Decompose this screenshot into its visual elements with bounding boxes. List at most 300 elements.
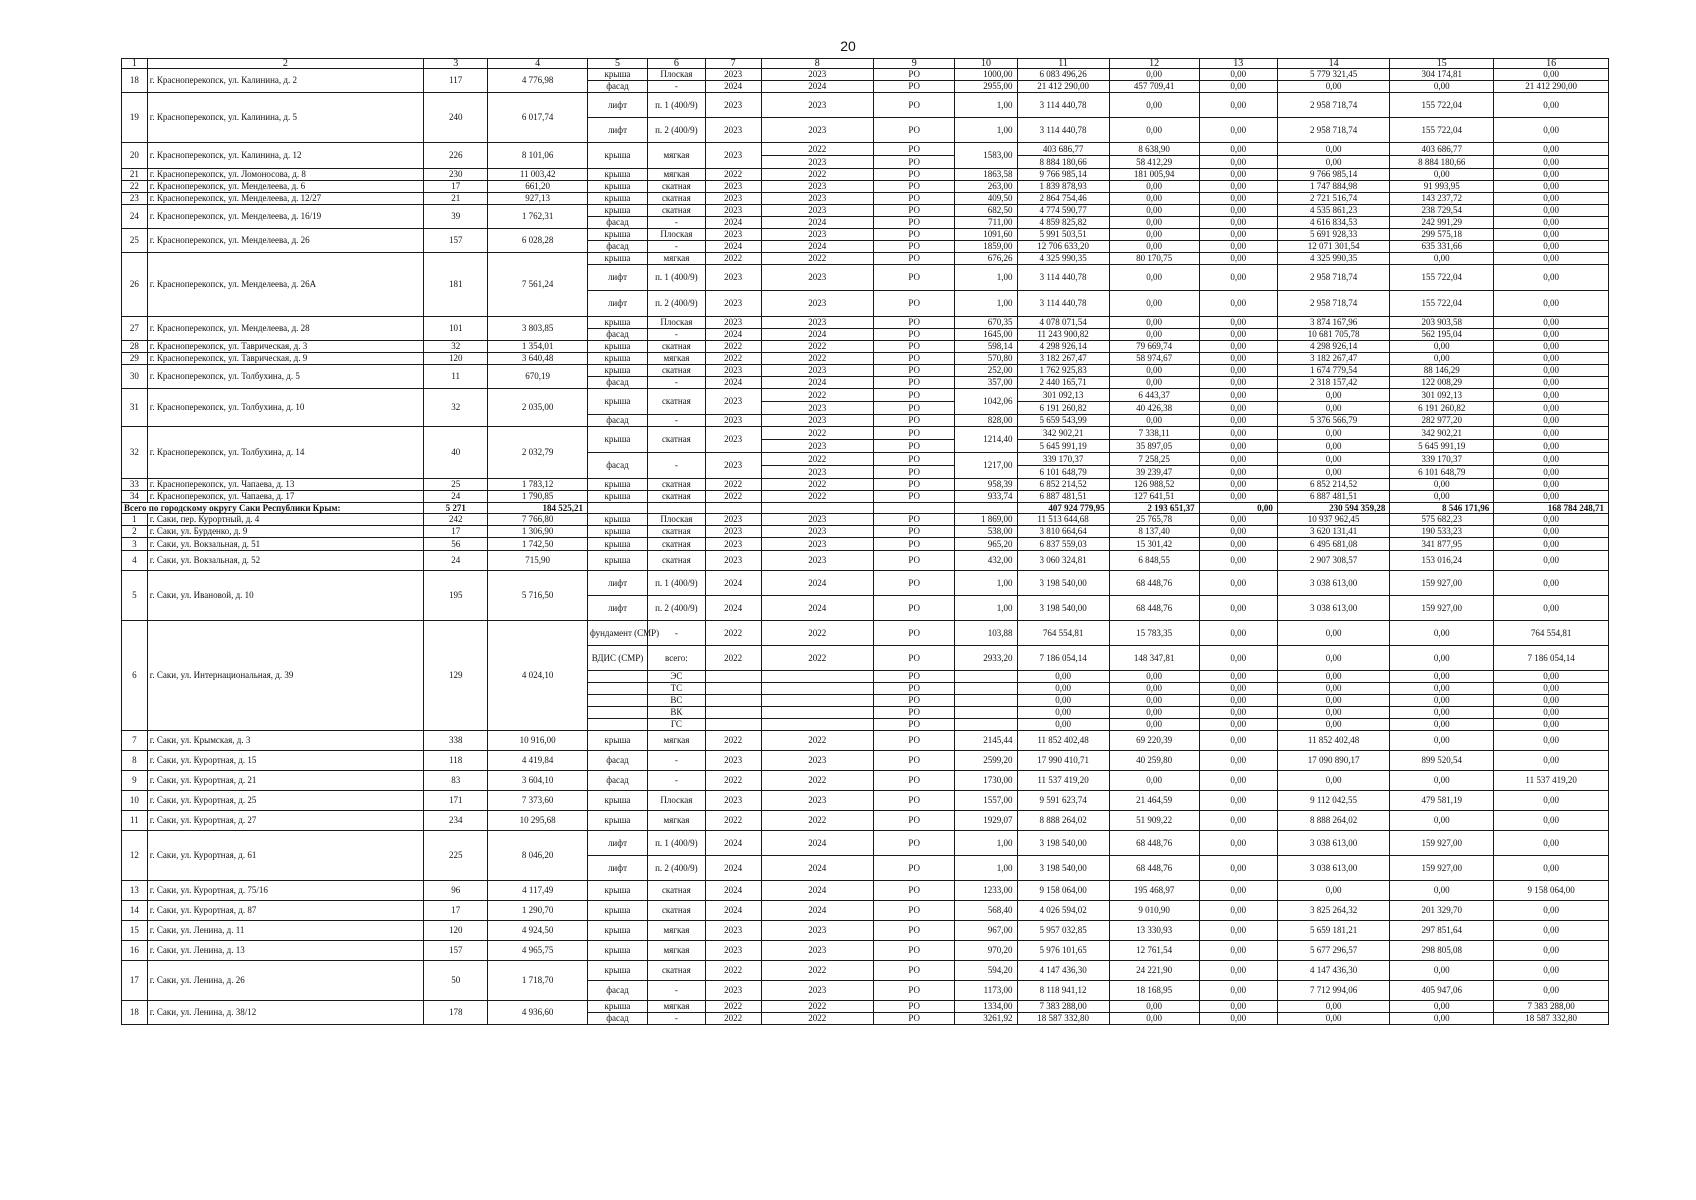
volume-cell	[955, 695, 1017, 707]
method-cell: РО	[874, 901, 955, 921]
fund-federal-cell: 0,00	[1199, 181, 1277, 193]
fund-regional-cell: 3 038 613,00	[1277, 856, 1389, 881]
address-cell: г. Красноперекопск, ул. Чапаева, д. 17	[147, 491, 423, 503]
method-cell: РО	[874, 229, 955, 241]
cost-cell: 1 762 925,83	[1017, 365, 1109, 377]
fund-federal-cell: 0,00	[1199, 329, 1277, 341]
fund-local-cell: 91 993,95	[1390, 181, 1494, 193]
total-local: 8 546 171,96	[1390, 503, 1494, 514]
address-cell: г. Саки, ул. Вокзальная, д. 51	[147, 538, 423, 551]
type-cell: Плоская	[647, 791, 705, 811]
row-number-cell: 31	[122, 389, 148, 427]
fund-federal-cell: 0,00	[1199, 479, 1277, 491]
type-cell: Плоская	[647, 514, 705, 526]
element-cell: крыша	[587, 365, 647, 377]
type-cell: ЭС	[647, 671, 705, 683]
cost-kv-cell: 0,00	[1109, 93, 1199, 118]
fund-federal-cell: 0,00	[1199, 81, 1277, 93]
cost-kv-cell: 0,00	[1109, 365, 1199, 377]
year-work-cell: 2023	[761, 118, 873, 143]
type-cell: мягкая	[647, 921, 705, 941]
year-work-cell: 2022	[761, 621, 873, 646]
year-work-cell: 2022	[761, 453, 873, 466]
type-cell: скатная	[647, 427, 705, 453]
cost-kv-cell: 0,00	[1109, 265, 1199, 291]
year-plan-cell: 2023	[705, 551, 761, 571]
fund-owners-cell: 0,00	[1494, 329, 1609, 341]
volume-cell: 568,40	[955, 901, 1017, 921]
fund-regional-cell: 2 721 516,74	[1277, 193, 1389, 205]
cost-kv-cell: 0,00	[1109, 671, 1199, 683]
fund-federal-cell: 0,00	[1199, 427, 1277, 440]
year-work-cell: 2024	[761, 831, 873, 856]
fund-regional-cell: 3 620 131,41	[1277, 526, 1389, 538]
volume-cell: 263,00	[955, 181, 1017, 193]
volume-cell: 1,00	[955, 596, 1017, 621]
year-work-cell: 2023	[761, 440, 873, 453]
row-number-cell: 3	[122, 538, 148, 551]
fund-federal-cell: 0,00	[1199, 646, 1277, 671]
element-cell: крыша	[587, 731, 647, 751]
table-row	[122, 365, 1609, 377]
fund-owners-cell: 0,00	[1494, 143, 1609, 156]
fund-local-cell: 155 722,04	[1390, 93, 1494, 118]
method-cell: РО	[874, 440, 955, 453]
cost-cell: 4 774 590,77	[1017, 205, 1109, 217]
residents-cell: 117	[424, 69, 488, 93]
fund-regional-cell: 4 147 436,30	[1277, 961, 1389, 981]
cost-kv-cell: 6 443,37	[1109, 389, 1199, 402]
column-number: 14	[1277, 59, 1389, 69]
element-cell: крыша	[587, 538, 647, 551]
residents-cell: 120	[424, 353, 488, 365]
year-plan-cell: 2022	[705, 169, 761, 181]
area-cell: 4 117,49	[488, 881, 588, 901]
year-plan-cell: 2023	[705, 143, 761, 169]
fund-local-cell: 301 092,13	[1390, 389, 1494, 402]
area-cell: 715,90	[488, 551, 588, 571]
fund-federal-cell: 0,00	[1199, 941, 1277, 961]
fund-local-cell: 297 851,64	[1390, 921, 1494, 941]
volume-cell: 828,00	[955, 415, 1017, 427]
fund-regional-cell: 0,00	[1277, 427, 1389, 440]
table-row	[122, 538, 1609, 551]
fund-local-cell: 0,00	[1390, 771, 1494, 791]
fund-regional-cell: 6 887 481,51	[1277, 491, 1389, 503]
volume-cell: 2145,44	[955, 731, 1017, 751]
type-cell: скатная	[647, 181, 705, 193]
element-cell	[587, 671, 647, 683]
method-cell: РО	[874, 329, 955, 341]
fund-federal-cell: 0,00	[1199, 961, 1277, 981]
address-cell: г. Саки, ул. Курортная, д. 15	[147, 751, 423, 771]
fund-regional-cell: 0,00	[1277, 143, 1389, 156]
fund-owners-cell: 0,00	[1494, 317, 1609, 329]
table-row	[122, 69, 1609, 81]
element-cell: крыша	[587, 317, 647, 329]
cost-kv-cell: 0,00	[1109, 241, 1199, 253]
cost-cell: 12 706 633,20	[1017, 241, 1109, 253]
fund-regional-cell: 0,00	[1277, 466, 1389, 479]
address-cell: г. Саки, ул. Интернациональная, д. 39	[147, 621, 423, 731]
cost-kv-cell: 39 239,47	[1109, 466, 1199, 479]
cost-cell: 4 147 436,30	[1017, 961, 1109, 981]
fund-owners-cell: 0,00	[1494, 571, 1609, 596]
fund-local-cell: 122 008,29	[1390, 377, 1494, 389]
residents-cell: 17	[424, 526, 488, 538]
fund-regional-cell: 0,00	[1277, 683, 1389, 695]
cost-kv-cell: 0,00	[1109, 69, 1199, 81]
fund-owners-cell: 0,00	[1494, 479, 1609, 491]
cost-cell: 1 839 878,93	[1017, 181, 1109, 193]
address-cell: г. Красноперекопск, ул. Ломоносова, д. 8	[147, 169, 423, 181]
fund-local-cell: 159 927,00	[1390, 571, 1494, 596]
column-number: 12	[1109, 59, 1199, 69]
row-number-cell: 10	[122, 791, 148, 811]
method-cell: РО	[874, 981, 955, 1001]
cost-cell: 8 888 264,02	[1017, 811, 1109, 831]
volume-cell: 2955,00	[955, 81, 1017, 93]
volume-cell: 1557,00	[955, 791, 1017, 811]
volume-cell: 1,00	[955, 93, 1017, 118]
fund-local-cell: 203 903,58	[1390, 317, 1494, 329]
cost-kv-cell: 58 974,67	[1109, 353, 1199, 365]
fund-owners-cell: 0,00	[1494, 707, 1609, 719]
cost-kv-cell: 0,00	[1109, 377, 1199, 389]
year-work-cell	[761, 671, 873, 683]
fund-regional-cell: 0,00	[1277, 453, 1389, 466]
row-number-cell: 19	[122, 93, 148, 143]
element-cell: крыша	[587, 353, 647, 365]
year-plan-cell: 2023	[705, 427, 761, 453]
volume-cell: 711,00	[955, 217, 1017, 229]
fund-federal-cell: 0,00	[1199, 341, 1277, 353]
area-cell: 2 035,00	[488, 389, 588, 427]
volume-cell: 252,00	[955, 365, 1017, 377]
volume-cell: 598,14	[955, 341, 1017, 353]
cost-kv-cell: 25 765,78	[1109, 514, 1199, 526]
type-cell: скатная	[647, 479, 705, 491]
method-cell: РО	[874, 671, 955, 683]
area-cell: 1 354,01	[488, 341, 588, 353]
column-number: 7	[705, 59, 761, 69]
volume-cell	[955, 683, 1017, 695]
fund-owners-cell: 0,00	[1494, 93, 1609, 118]
volume-cell: 1217,00	[955, 453, 1017, 479]
fund-owners-cell: 0,00	[1494, 402, 1609, 415]
year-work-cell: 2023	[761, 402, 873, 415]
year-plan-cell	[705, 671, 761, 683]
cost-kv-cell: 457 709,41	[1109, 81, 1199, 93]
fund-local-cell: 282 977,20	[1390, 415, 1494, 427]
fund-local-cell: 562 195,04	[1390, 329, 1494, 341]
volume-cell: 933,74	[955, 491, 1017, 503]
total-blank	[955, 503, 1017, 514]
address-cell: г. Саки, ул. Ленина, д. 38/12	[147, 1001, 423, 1025]
volume-cell	[955, 707, 1017, 719]
year-plan-cell: 2023	[705, 751, 761, 771]
year-plan-cell: 2024	[705, 377, 761, 389]
method-cell: РО	[874, 81, 955, 93]
cost-cell: 3 810 664,64	[1017, 526, 1109, 538]
cost-kv-cell: 148 347,81	[1109, 646, 1199, 671]
fund-local-cell: 0,00	[1390, 621, 1494, 646]
column-number: 2	[147, 59, 423, 69]
year-plan-cell: 2022	[705, 1001, 761, 1013]
year-plan-cell: 2023	[705, 981, 761, 1001]
type-cell: мягкая	[647, 731, 705, 751]
address-cell: г. Саки, ул. Ленина, д. 11	[147, 921, 423, 941]
cost-cell: 4 078 071,54	[1017, 317, 1109, 329]
fund-local-cell: 88 146,29	[1390, 365, 1494, 377]
fund-local-cell: 479 581,19	[1390, 791, 1494, 811]
fund-federal-cell: 0,00	[1199, 771, 1277, 791]
residents-cell: 226	[424, 143, 488, 169]
fund-regional-cell: 0,00	[1277, 719, 1389, 731]
area-cell: 3 604,10	[488, 771, 588, 791]
cost-cell: 3 114 440,78	[1017, 118, 1109, 143]
volume-cell: 409,50	[955, 193, 1017, 205]
fund-owners-cell: 9 158 064,00	[1494, 881, 1609, 901]
fund-owners-cell: 0,00	[1494, 453, 1609, 466]
table-row	[122, 193, 1609, 205]
fund-regional-cell: 17 090 890,17	[1277, 751, 1389, 771]
total-federal: 0,00	[1199, 503, 1277, 514]
cost-kv-cell: 181 005,94	[1109, 169, 1199, 181]
type-cell: Плоская	[647, 69, 705, 81]
fund-federal-cell: 0,00	[1199, 466, 1277, 479]
method-cell: РО	[874, 453, 955, 466]
fund-local-cell: 339 170,37	[1390, 453, 1494, 466]
fund-owners-cell: 0,00	[1494, 831, 1609, 856]
fund-regional-cell: 0,00	[1277, 646, 1389, 671]
cost-kv-cell: 79 669,74	[1109, 341, 1199, 353]
year-work-cell: 2023	[761, 265, 873, 291]
element-cell: фасад	[587, 453, 647, 479]
fund-federal-cell: 0,00	[1199, 921, 1277, 941]
fund-local-cell: 159 927,00	[1390, 831, 1494, 856]
element-cell: крыша	[587, 791, 647, 811]
type-cell: мягкая	[647, 353, 705, 365]
year-plan-cell: 2023	[705, 291, 761, 317]
method-cell: РО	[874, 961, 955, 981]
year-plan-cell: 2022	[705, 646, 761, 671]
cost-cell: 0,00	[1017, 695, 1109, 707]
year-work-cell: 2024	[761, 241, 873, 253]
fund-owners-cell: 0,00	[1494, 731, 1609, 751]
type-cell: ВС	[647, 695, 705, 707]
method-cell: РО	[874, 941, 955, 961]
address-cell: г. Красноперекопск, ул. Менделеева, д. 16/19	[147, 205, 423, 229]
element-cell: крыша	[587, 143, 647, 169]
element-cell: крыша	[587, 811, 647, 831]
cost-kv-cell: 8 137,40	[1109, 526, 1199, 538]
cost-cell: 4 298 926,14	[1017, 341, 1109, 353]
method-cell: РО	[874, 621, 955, 646]
method-cell: РО	[874, 479, 955, 491]
fund-federal-cell: 0,00	[1199, 93, 1277, 118]
fund-local-cell: 304 174,81	[1390, 69, 1494, 81]
cost-kv-cell: 18 168,95	[1109, 981, 1199, 1001]
method-cell: РО	[874, 317, 955, 329]
cost-kv-cell: 0,00	[1109, 707, 1199, 719]
method-cell: РО	[874, 1001, 955, 1013]
cost-kv-cell: 0,00	[1109, 695, 1199, 707]
year-work-cell: 2023	[761, 791, 873, 811]
fund-federal-cell: 0,00	[1199, 453, 1277, 466]
fund-owners-cell: 0,00	[1494, 291, 1609, 317]
row-number-cell: 24	[122, 205, 148, 229]
fund-federal-cell: 0,00	[1199, 881, 1277, 901]
fund-owners-cell: 0,00	[1494, 265, 1609, 291]
fund-federal-cell: 0,00	[1199, 265, 1277, 291]
type-cell: -	[647, 453, 705, 479]
method-cell: РО	[874, 771, 955, 791]
volume-cell	[955, 671, 1017, 683]
year-plan-cell: 2022	[705, 253, 761, 265]
year-plan-cell: 2022	[705, 491, 761, 503]
year-work-cell: 2022	[761, 253, 873, 265]
element-cell: крыша	[587, 193, 647, 205]
year-plan-cell	[705, 707, 761, 719]
fund-federal-cell: 0,00	[1199, 1013, 1277, 1025]
cost-cell: 9 158 064,00	[1017, 881, 1109, 901]
element-cell: крыша	[587, 389, 647, 415]
address-cell: г. Красноперекопск, ул. Менделеева, д. 28	[147, 317, 423, 341]
cost-kv-cell: 68 448,76	[1109, 571, 1199, 596]
residents-cell: 56	[424, 538, 488, 551]
fund-owners-cell: 0,00	[1494, 526, 1609, 538]
year-work-cell: 2023	[761, 69, 873, 81]
element-cell	[587, 683, 647, 695]
row-number-cell: 9	[122, 771, 148, 791]
fund-regional-cell: 2 958 718,74	[1277, 118, 1389, 143]
element-cell: крыша	[587, 941, 647, 961]
fund-owners-cell: 0,00	[1494, 856, 1609, 881]
fund-local-cell: 0,00	[1390, 719, 1494, 731]
fund-local-cell: 155 722,04	[1390, 118, 1494, 143]
element-cell: крыша	[587, 205, 647, 217]
volume-cell: 2599,20	[955, 751, 1017, 771]
year-work-cell: 2022	[761, 389, 873, 402]
fund-regional-cell: 7 712 994,06	[1277, 981, 1389, 1001]
cost-kv-cell: 15 783,35	[1109, 621, 1199, 646]
fund-owners-cell: 0,00	[1494, 811, 1609, 831]
fund-regional-cell: 1 747 884,98	[1277, 181, 1389, 193]
element-cell: фундамент (СМР)	[587, 621, 647, 646]
year-work-cell: 2022	[761, 169, 873, 181]
fund-regional-cell: 12 071 301,54	[1277, 241, 1389, 253]
fund-local-cell: 0,00	[1390, 479, 1494, 491]
residents-cell: 17	[424, 901, 488, 921]
fund-federal-cell: 0,00	[1199, 901, 1277, 921]
method-cell: РО	[874, 719, 955, 731]
total-row	[122, 503, 1609, 514]
residents-cell: 234	[424, 811, 488, 831]
row-number-cell: 20	[122, 143, 148, 169]
fund-regional-cell: 2 318 157,42	[1277, 377, 1389, 389]
year-plan-cell: 2022	[705, 353, 761, 365]
fund-federal-cell: 0,00	[1199, 811, 1277, 831]
cost-kv-cell: 69 220,39	[1109, 731, 1199, 751]
element-cell: крыша	[587, 921, 647, 941]
year-work-cell: 2023	[761, 156, 873, 169]
row-number-cell: 8	[122, 751, 148, 771]
row-number-cell: 1	[122, 514, 148, 526]
fund-regional-cell: 5 779 321,45	[1277, 69, 1389, 81]
fund-owners-cell: 0,00	[1494, 466, 1609, 479]
area-cell: 1 783,12	[488, 479, 588, 491]
residents-cell: 24	[424, 551, 488, 571]
column-number: 15	[1390, 59, 1494, 69]
type-cell: -	[647, 415, 705, 427]
fund-regional-cell: 0,00	[1277, 1001, 1389, 1013]
year-work-cell: 2022	[761, 811, 873, 831]
type-cell: -	[647, 621, 705, 646]
cost-kv-cell: 0,00	[1109, 771, 1199, 791]
element-cell: фасад	[587, 329, 647, 341]
year-plan-cell: 2022	[705, 341, 761, 353]
year-work-cell: 2023	[761, 365, 873, 377]
fund-owners-cell: 0,00	[1494, 156, 1609, 169]
fund-regional-cell: 4 325 990,35	[1277, 253, 1389, 265]
year-work-cell: 2023	[761, 291, 873, 317]
cost-cell: 11 537 419,20	[1017, 771, 1109, 791]
cost-cell: 5 957 032,85	[1017, 921, 1109, 941]
year-work-cell: 2022	[761, 479, 873, 491]
table-row	[122, 571, 1609, 596]
table-row	[122, 169, 1609, 181]
row-number-cell: 11	[122, 811, 148, 831]
type-cell: скатная	[647, 526, 705, 538]
fund-federal-cell: 0,00	[1199, 389, 1277, 402]
fund-regional-cell: 3 038 613,00	[1277, 596, 1389, 621]
fund-local-cell: 8 884 180,66	[1390, 156, 1494, 169]
fund-federal-cell: 0,00	[1199, 241, 1277, 253]
column-number: 3	[424, 59, 488, 69]
year-work-cell: 2022	[761, 341, 873, 353]
repair-register-table	[121, 58, 1609, 1025]
cost-cell: 6 852 214,52	[1017, 479, 1109, 491]
type-cell: ТС	[647, 683, 705, 695]
year-plan-cell: 2024	[705, 329, 761, 341]
area-cell: 670,19	[488, 365, 588, 389]
volume-cell: 1929,07	[955, 811, 1017, 831]
fund-local-cell: 0,00	[1390, 169, 1494, 181]
volume-cell: 1,00	[955, 856, 1017, 881]
year-plan-cell: 2024	[705, 856, 761, 881]
address-cell: г. Саки, ул. Курортная, д. 25	[147, 791, 423, 811]
table-row	[122, 389, 1609, 402]
element-cell: крыша	[587, 427, 647, 453]
cost-cell: 0,00	[1017, 671, 1109, 683]
element-cell: крыша	[587, 901, 647, 921]
area-cell: 1 290,70	[488, 901, 588, 921]
year-work-cell: 2023	[761, 93, 873, 118]
fund-owners-cell: 0,00	[1494, 941, 1609, 961]
fund-federal-cell: 0,00	[1199, 1001, 1277, 1013]
fund-regional-cell: 3 038 613,00	[1277, 571, 1389, 596]
page-number: 20	[840, 38, 856, 54]
address-cell: г. Красноперекопск, ул. Менделеева, д. 6	[147, 181, 423, 193]
fund-local-cell: 0,00	[1390, 961, 1494, 981]
cost-cell: 21 412 290,00	[1017, 81, 1109, 93]
fund-federal-cell: 0,00	[1199, 683, 1277, 695]
row-number-cell: 34	[122, 491, 148, 503]
table-row	[122, 731, 1609, 751]
method-cell: РО	[874, 93, 955, 118]
fund-regional-cell: 0,00	[1277, 771, 1389, 791]
